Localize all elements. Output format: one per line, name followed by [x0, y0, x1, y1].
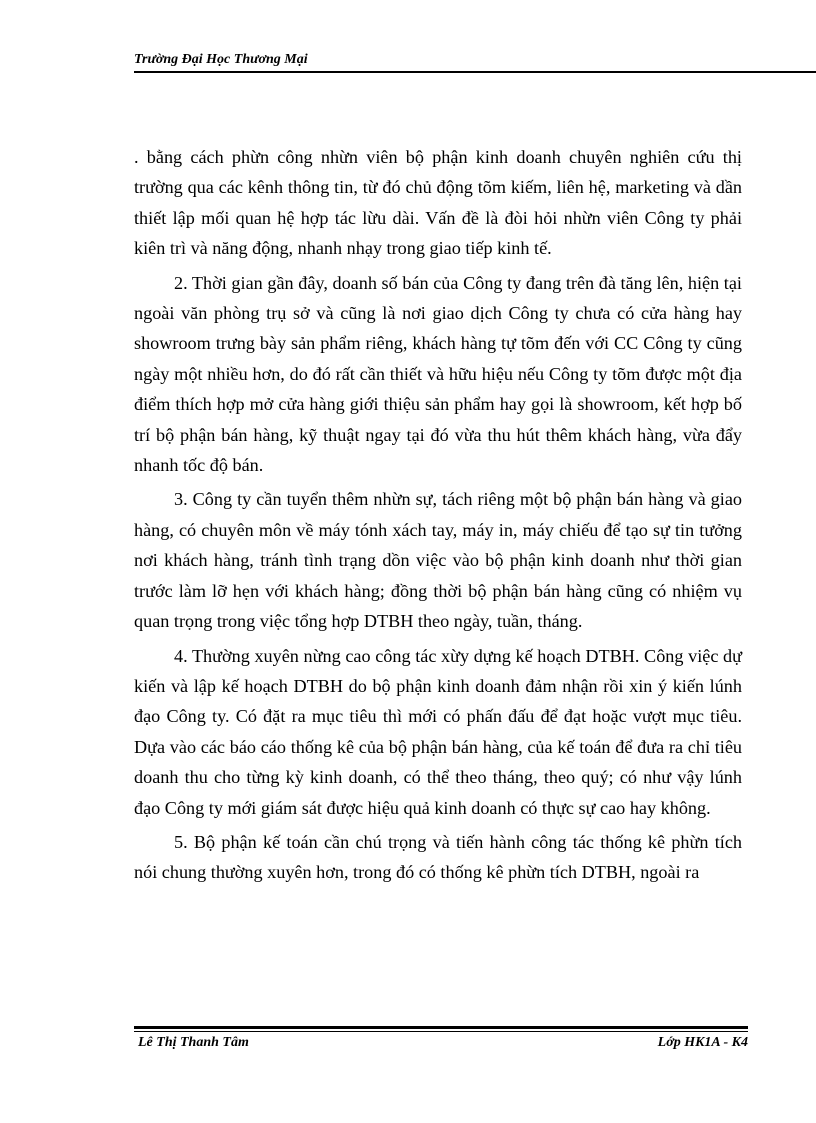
- paragraph-2: 2. Thời gian gần đây, doanh số bán của Công ty đang trên đà tăng lên, hiện tại ngoài văn phòng trụ sở và cũng là nơi giao dịch Công ty chưa có cửa hàng hay showroom trưng bày sản phẩm riêng, khách hàng tự tõm đến với CC Công ty cũng ngày một nhiều hơn, do đó rất cần thiết và hữu hiệu nếu Công ty tõm được một địa điểm thích hợp mở cửa hàng giới thiệu sản phẩm hay gọi là showroom, kết hợp bố trí bộ phận bán hàng, kỹ thuật ngay tại đó vừa thu hút thêm khách hàng, vừa đẩy nhanh tốc độ bán.: [134, 272, 742, 476]
- paragraph-1: . bằng cách phừn công nhừn viên bộ phận kinh doanh chuyên nghiên cứu thị trường qua các kênh thông tin, từ đó chủ động tõm kiếm, liên hệ, marketing và dần thiết lập mối quan hệ hợp tác lừu dài. Vấn đề là đòi hỏi nhừn viên Công ty phải kiên trì và năng động, nhanh nhạy trong giao tiếp kinh tế.: [134, 147, 742, 259]
- footer-rule-thin: [134, 1031, 748, 1032]
- header-title: Trường Đại Học Thương Mại: [134, 52, 308, 67]
- footer-author: Lê Thị Thanh Tâm: [138, 1035, 249, 1050]
- paragraph-4: 4. Thường xuyên nừng cao công tác xừy dựng kế hoạch DTBH. Công việc dự kiến và lập kế hoạch DTBH do bộ phận kinh doanh đảm nhận rồi xin ý kiến lúnh đạo Công ty. Có đặt ra mục tiêu thì mới có phấn đấu để đạt hoặc vượt mục tiêu. Dựa vào các báo cáo thống kê của bộ phận bán hàng, của kế toán để đưa ra chỉ tiêu doanh thu cho từng kỳ kinh doanh, có thể theo tháng, theo quý; có như vậy lúnh đạo Công ty mới giám sát được hiệu quả kinh doanh có thực sự cao hay không.: [134, 645, 742, 818]
- document-body: [134, 142, 742, 892]
- paragraph-5: 5. Bộ phận kế toán cần chú trọng và tiến hành công tác thống kê phừn tích nói chung thường xuyên hơn, trong đó có thống kê phừn tích DTBH, ngoài ra: [134, 831, 742, 883]
- header-rule: [134, 71, 816, 73]
- footer-class: Lớp HK1A - K4: [657, 1035, 748, 1050]
- page-footer: [134, 1026, 748, 1056]
- page-header: [134, 52, 816, 74]
- footer-rule-thick: [134, 1026, 748, 1029]
- paragraph-3: 3. Công ty cần tuyển thêm nhừn sự, tách riêng một bộ phận bán hàng và giao hàng, có chuyên môn về máy tónh xách tay, máy in, máy chiếu để tạo sự tin tưởng nơi khách hàng, tránh tình trạng dồn việc vào bộ phận kinh doanh như thời gian trước làm lỡ hẹn với khách hàng; đồng thời bộ phận bán hàng cũng có nhiệm vụ quan trọng trong việc tổng hợp DTBH theo ngày, tuần, tháng.: [134, 489, 742, 632]
